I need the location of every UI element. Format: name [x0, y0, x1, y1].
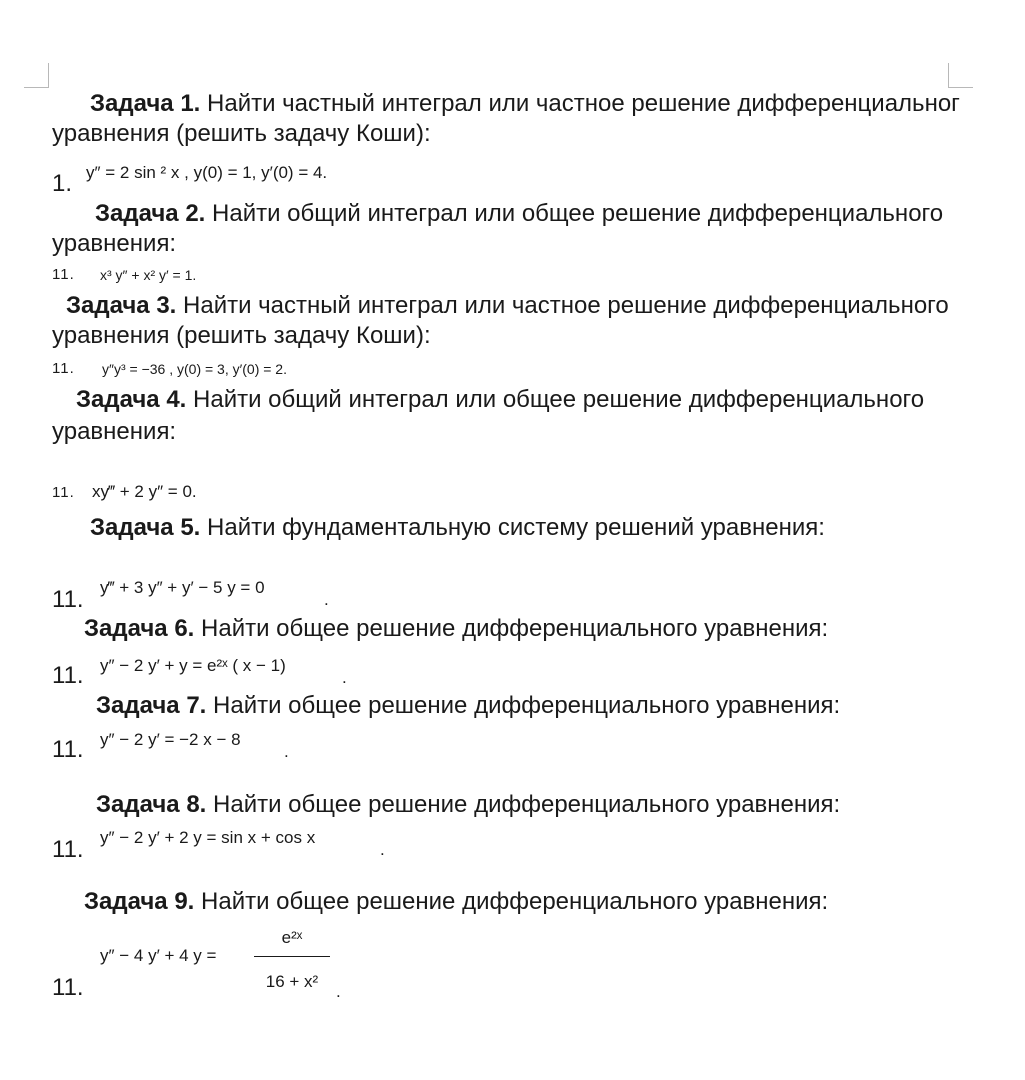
- task-9-formula-left: y″ − 4 y′ + 4 y =: [100, 946, 217, 965]
- task-7-formula: y″ − 2 y′ = −2 x − 8: [100, 730, 241, 749]
- task-1-text-line-2: уравнения (решить задачу Коши):: [52, 120, 431, 147]
- task-5-heading: [90, 514, 825, 542]
- task-7-label: Задача 7.: [96, 692, 207, 719]
- task-6-heading: [84, 615, 828, 643]
- task-6-text: Найти общее решение дифференциального уравнения:: [194, 615, 829, 642]
- task-9-fraction-denominator: 16 + x²: [265, 972, 319, 991]
- task-3-text: Найти частный интеграл или частное решение дифференциального: [176, 292, 949, 319]
- task-2-text-line-2: уравнения:: [52, 230, 177, 257]
- task-8-heading: [96, 791, 840, 819]
- task-8-text: Найти общее решение дифференциального уравнения:: [206, 791, 841, 818]
- task-6-number: 11.: [52, 662, 84, 689]
- page-corner-mark-left: [24, 63, 49, 88]
- task-4-number: 11.: [52, 484, 75, 501]
- task-9-text: Найти общее решение дифференциального уравнения:: [194, 888, 829, 915]
- task-9-fraction-bar: [254, 956, 330, 957]
- task-6-formula: y″ − 2 y′ + y = e²ˣ ( x − 1): [100, 656, 286, 675]
- task-7-period: .: [284, 742, 289, 761]
- task-8-label: Задача 8.: [96, 791, 207, 818]
- task-4-formula: xy‴ + 2 y″ = 0.: [92, 482, 197, 501]
- task-1-heading: [90, 90, 960, 118]
- task-2-formula: x³ y″ + x² y′ = 1.: [100, 267, 197, 283]
- task-7-text: Найти общее решение дифференциального уравнения:: [206, 692, 841, 719]
- task-2-text: Найти общий интеграл или общее решение дифференциального: [205, 200, 944, 227]
- task-3-text-line-2: уравнения (решить задачу Коши):: [52, 322, 431, 349]
- task-8-formula: y″ − 2 y′ + 2 y = sin x + cos x: [100, 828, 316, 847]
- task-9-heading: [84, 888, 828, 916]
- task-3-label: Задача 3.: [66, 292, 177, 319]
- task-4-label: Задача 4.: [76, 386, 187, 413]
- task-4-text: Найти общий интеграл или общее решение дифференциального: [186, 386, 925, 413]
- task-1-number: 1.: [52, 170, 73, 197]
- task-9-period: .: [336, 982, 341, 1001]
- task-3-number: 11.: [52, 360, 75, 377]
- task-1-label: Задача 1.: [90, 90, 201, 117]
- page-corner-mark-right: [948, 63, 973, 88]
- task-1-formula: y″ = 2 sin ² x , y(0) = 1, y′(0) = 4.: [86, 163, 328, 182]
- task-2-number: 11.: [52, 266, 75, 283]
- task-8-number: 11.: [52, 836, 84, 863]
- task-5-formula: y‴ + 3 y″ + y′ − 5 y = 0: [100, 578, 265, 597]
- task-5-text: Найти фундаментальную систему решений уравнения:: [200, 514, 825, 541]
- task-5-period: .: [324, 590, 329, 609]
- task-3-heading: [66, 292, 949, 320]
- task-6-label: Задача 6.: [84, 615, 195, 642]
- task-2-label: Задача 2.: [95, 200, 206, 227]
- task-4-heading: [76, 386, 924, 414]
- task-4-text-line-2: уравнения:: [52, 418, 177, 445]
- task-2-heading: [95, 200, 943, 228]
- task-7-number: 11.: [52, 736, 84, 763]
- task-5-label: Задача 5.: [90, 514, 201, 541]
- task-8-period: .: [380, 840, 385, 859]
- task-1-text: Найти частный интеграл или частное решение дифференциальног: [200, 90, 960, 117]
- task-9-number: 11.: [52, 974, 84, 1001]
- task-9-fraction-numerator: e²ˣ: [281, 928, 303, 947]
- task-3-formula: y″y³ = −36 , y(0) = 3, y′(0) = 2.: [102, 361, 287, 377]
- task-6-period: .: [342, 668, 347, 687]
- task-7-heading: [96, 692, 840, 720]
- task-5-number: 11.: [52, 586, 84, 613]
- task-9-label: Задача 9.: [84, 888, 195, 915]
